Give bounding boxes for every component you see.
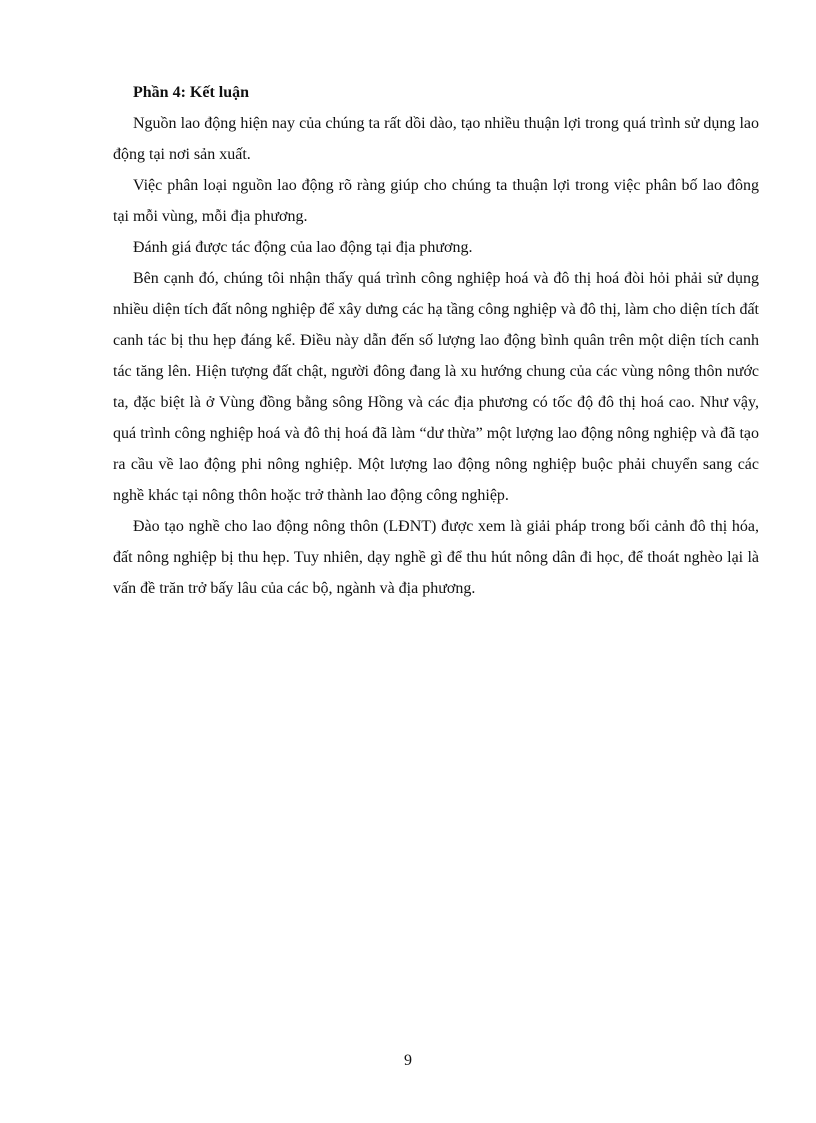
section-heading: Phần 4: Kết luận: [133, 84, 250, 101]
page-content: [113, 77, 759, 604]
paragraph-3: Đánh giá được tác động của lao động tại địa phương.: [133, 239, 473, 256]
paragraph-5: Đào tạo nghề cho lao động nông thôn (LĐNT) được xem là giải pháp trong bối cảnh đô thị hóa, đất nông nghiệp bị thu hẹp. Tuy nhiên, dạy nghề gì để thu hút nông dân đi học, để thoát nghèo lại là vấn đề trăn trở bấy lâu của các bộ, ngành và địa phương.: [113, 518, 759, 597]
paragraph-4: Bên cạnh đó, chúng tôi nhận thấy quá trình công nghiệp hoá và đô thị hoá đòi hỏi phải sử dụng nhiều diện tích đất nông nghiệp để xây dưng các hạ tầng công nghiệp và đô thị, làm cho diện tích đất canh tác bị thu hẹp đáng kể. Điều này dẫn đến số lượng lao động bình quân trên một diện tích canh tác tăng lên. Hiện tượng đất chật, người đông đang là xu hướng chung của các vùng nông thôn nước ta, đặc biệt là ở Vùng đồng bằng sông Hồng và các địa phương có tốc độ đô thị hoá cao. Như vậy, quá trình công nghiệp hoá và đô thị hoá đã làm “dư thừa” một lượng lao động nông nghiệp và đã tạo ra cầu về lao động phi nông nghiệp. Một lượng lao động nông nghiệp buộc phải chuyển sang các nghề khác tại nông thôn hoặc trở thành lao động công nghiệp.: [113, 270, 759, 504]
paragraph-2: Việc phân loại nguồn lao động rõ ràng giúp cho chúng ta thuận lợi trong việc phân bố lao đông tại mỗi vùng, mỗi địa phương.: [113, 177, 759, 225]
paragraph-1: Nguồn lao động hiện nay của chúng ta rất dồi dào, tạo nhiều thuận lợi trong quá trình sử dụng lao động tại nơi sản xuất.: [113, 115, 759, 163]
page-number: 9: [404, 1052, 412, 1069]
